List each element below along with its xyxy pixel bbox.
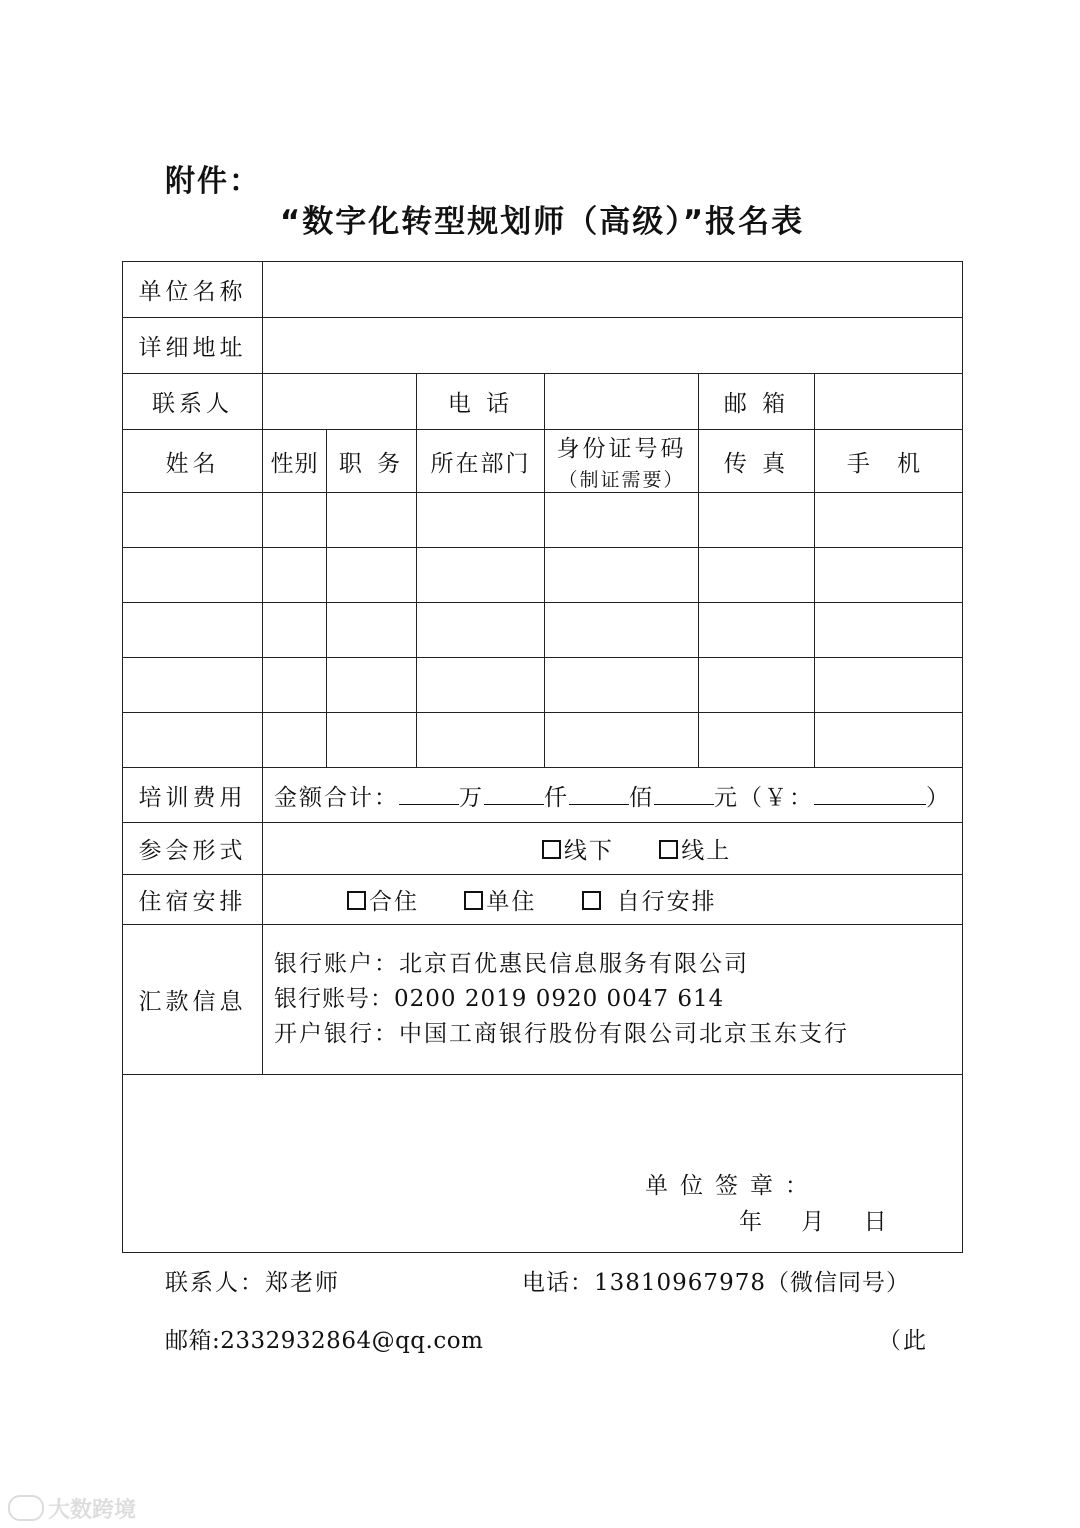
bank-account-name: 银行账户：北京百优惠民信息服务有限公司 bbox=[274, 951, 749, 977]
bank-account-number: 银行账号：0200 2019 0920 0047 614 bbox=[274, 986, 725, 1012]
fee-label: 培训费用 bbox=[123, 768, 263, 823]
address-label: 详细地址 bbox=[123, 318, 263, 374]
cell-mobile[interactable] bbox=[815, 603, 963, 658]
cell-id[interactable] bbox=[545, 603, 699, 658]
form-title: “数字化转型规划师（高级）”报名表 bbox=[279, 204, 805, 240]
email-field[interactable] bbox=[815, 374, 963, 430]
cell-name[interactable] bbox=[123, 658, 263, 713]
cell-mobile[interactable] bbox=[815, 713, 963, 768]
footer-email: 邮箱:2332932864@qq.com bbox=[165, 1328, 484, 1354]
fee-yuan-blank[interactable] bbox=[654, 782, 714, 805]
fee-qian: 仟 bbox=[544, 784, 569, 811]
fee-bai: 佰 bbox=[629, 784, 654, 811]
checkbox-icon[interactable] bbox=[659, 840, 678, 859]
watermark-text: 大数跨境 bbox=[48, 1498, 137, 1523]
table-row bbox=[123, 713, 963, 768]
column-name: 姓名 bbox=[123, 430, 263, 493]
row-contact bbox=[123, 374, 963, 430]
footer-phone: 电话：13810967978（微信同号） bbox=[522, 1270, 910, 1296]
column-position: 职 务 bbox=[327, 430, 417, 493]
fee-wan: 万 bbox=[459, 784, 484, 811]
signature-label: 单位签章： bbox=[645, 1173, 820, 1199]
row-address bbox=[123, 318, 963, 374]
row-lodging bbox=[123, 875, 963, 925]
cell-id[interactable] bbox=[545, 658, 699, 713]
contact-field[interactable] bbox=[263, 374, 417, 430]
format-offline-option[interactable]: 线下 bbox=[542, 832, 614, 865]
cell-name[interactable] bbox=[123, 713, 263, 768]
date-label: 年 月 日 bbox=[739, 1209, 887, 1235]
company-name-field[interactable] bbox=[263, 262, 963, 318]
cell-department[interactable] bbox=[417, 713, 545, 768]
signature-area[interactable] bbox=[123, 1075, 963, 1253]
format-online-option[interactable]: 线上 bbox=[659, 832, 731, 865]
column-gender: 性别 bbox=[263, 430, 327, 493]
fee-total-blank[interactable] bbox=[814, 782, 926, 805]
cell-name[interactable] bbox=[123, 548, 263, 603]
row-payment bbox=[123, 925, 963, 1075]
row-signature bbox=[123, 1075, 963, 1253]
cell-id[interactable] bbox=[545, 713, 699, 768]
phone-field[interactable] bbox=[545, 374, 699, 430]
company-name-label: 单位名称 bbox=[123, 262, 263, 318]
fee-bai-blank[interactable] bbox=[569, 782, 629, 805]
cell-position[interactable] bbox=[327, 713, 417, 768]
cell-fax[interactable] bbox=[699, 603, 815, 658]
row-column-headers bbox=[123, 430, 963, 493]
checkbox-icon[interactable] bbox=[542, 840, 561, 859]
cell-gender[interactable] bbox=[263, 493, 327, 548]
cell-department[interactable] bbox=[417, 548, 545, 603]
watermark bbox=[8, 1493, 136, 1524]
cell-gender[interactable] bbox=[263, 603, 327, 658]
payment-label: 汇款信息 bbox=[123, 925, 263, 1075]
email-label: 邮 箱 bbox=[699, 374, 815, 430]
format-options bbox=[263, 823, 963, 875]
lodging-self-option[interactable]: 自行安排 bbox=[582, 883, 717, 916]
table-row bbox=[123, 548, 963, 603]
fee-qian-blank[interactable] bbox=[484, 782, 544, 805]
cell-department[interactable] bbox=[417, 493, 545, 548]
phone-label: 电 话 bbox=[417, 374, 545, 430]
cell-name[interactable] bbox=[123, 603, 263, 658]
lodging-shared-option[interactable]: 合住 bbox=[347, 883, 419, 916]
cell-fax[interactable] bbox=[699, 548, 815, 603]
cell-mobile[interactable] bbox=[815, 548, 963, 603]
fee-wan-blank[interactable] bbox=[399, 782, 459, 805]
lodging-label: 住宿安排 bbox=[123, 875, 263, 925]
cell-name[interactable] bbox=[123, 493, 263, 548]
cell-mobile[interactable] bbox=[815, 658, 963, 713]
cell-department[interactable] bbox=[417, 658, 545, 713]
payment-info bbox=[263, 925, 963, 1075]
cell-gender[interactable] bbox=[263, 548, 327, 603]
cell-mobile[interactable] bbox=[815, 493, 963, 548]
fee-prefix: 金额合计： bbox=[274, 784, 399, 811]
cell-fax[interactable] bbox=[699, 493, 815, 548]
cell-position[interactable] bbox=[327, 548, 417, 603]
registration-form-table bbox=[122, 261, 963, 1253]
row-company bbox=[123, 262, 963, 318]
cell-gender[interactable] bbox=[263, 658, 327, 713]
cell-position[interactable] bbox=[327, 493, 417, 548]
row-format bbox=[123, 823, 963, 875]
attachment-label: 附件： bbox=[165, 164, 261, 199]
footer-note: （此 bbox=[878, 1328, 928, 1354]
fee-close: ） bbox=[926, 784, 951, 811]
contact-label: 联系人 bbox=[123, 374, 263, 430]
table-row bbox=[123, 658, 963, 713]
checkbox-icon[interactable] bbox=[582, 891, 601, 910]
column-mobile: 手 机 bbox=[815, 430, 963, 493]
column-id-note: （制证需要） bbox=[558, 469, 685, 491]
cell-position[interactable] bbox=[327, 603, 417, 658]
column-id bbox=[545, 430, 699, 493]
checkbox-icon[interactable] bbox=[464, 891, 483, 910]
table-row bbox=[123, 493, 963, 548]
footer-contact: 联系人：郑老师 bbox=[165, 1270, 340, 1296]
lodging-options bbox=[263, 875, 963, 925]
fee-amount-field[interactable] bbox=[263, 768, 963, 823]
format-label: 参会形式 bbox=[123, 823, 263, 875]
cell-gender[interactable] bbox=[263, 713, 327, 768]
address-field[interactable] bbox=[263, 318, 963, 374]
chat-bubble-icon bbox=[8, 1495, 44, 1521]
cell-position[interactable] bbox=[327, 658, 417, 713]
bank-branch: 开户银行：中国工商银行股份有限公司北京玉东支行 bbox=[274, 1021, 849, 1047]
cell-id[interactable] bbox=[545, 493, 699, 548]
cell-fax[interactable] bbox=[699, 658, 815, 713]
lodging-single-option[interactable]: 单住 bbox=[464, 883, 536, 916]
cell-fax[interactable] bbox=[699, 713, 815, 768]
cell-department[interactable] bbox=[417, 603, 545, 658]
cell-id[interactable] bbox=[545, 548, 699, 603]
column-id-label: 身份证号码 bbox=[556, 436, 687, 462]
column-department: 所在部门 bbox=[417, 430, 545, 493]
column-fax: 传 真 bbox=[699, 430, 815, 493]
table-row bbox=[123, 603, 963, 658]
fee-yuan: 元（￥： bbox=[714, 784, 814, 811]
row-fee bbox=[123, 768, 963, 823]
checkbox-icon[interactable] bbox=[347, 891, 366, 910]
